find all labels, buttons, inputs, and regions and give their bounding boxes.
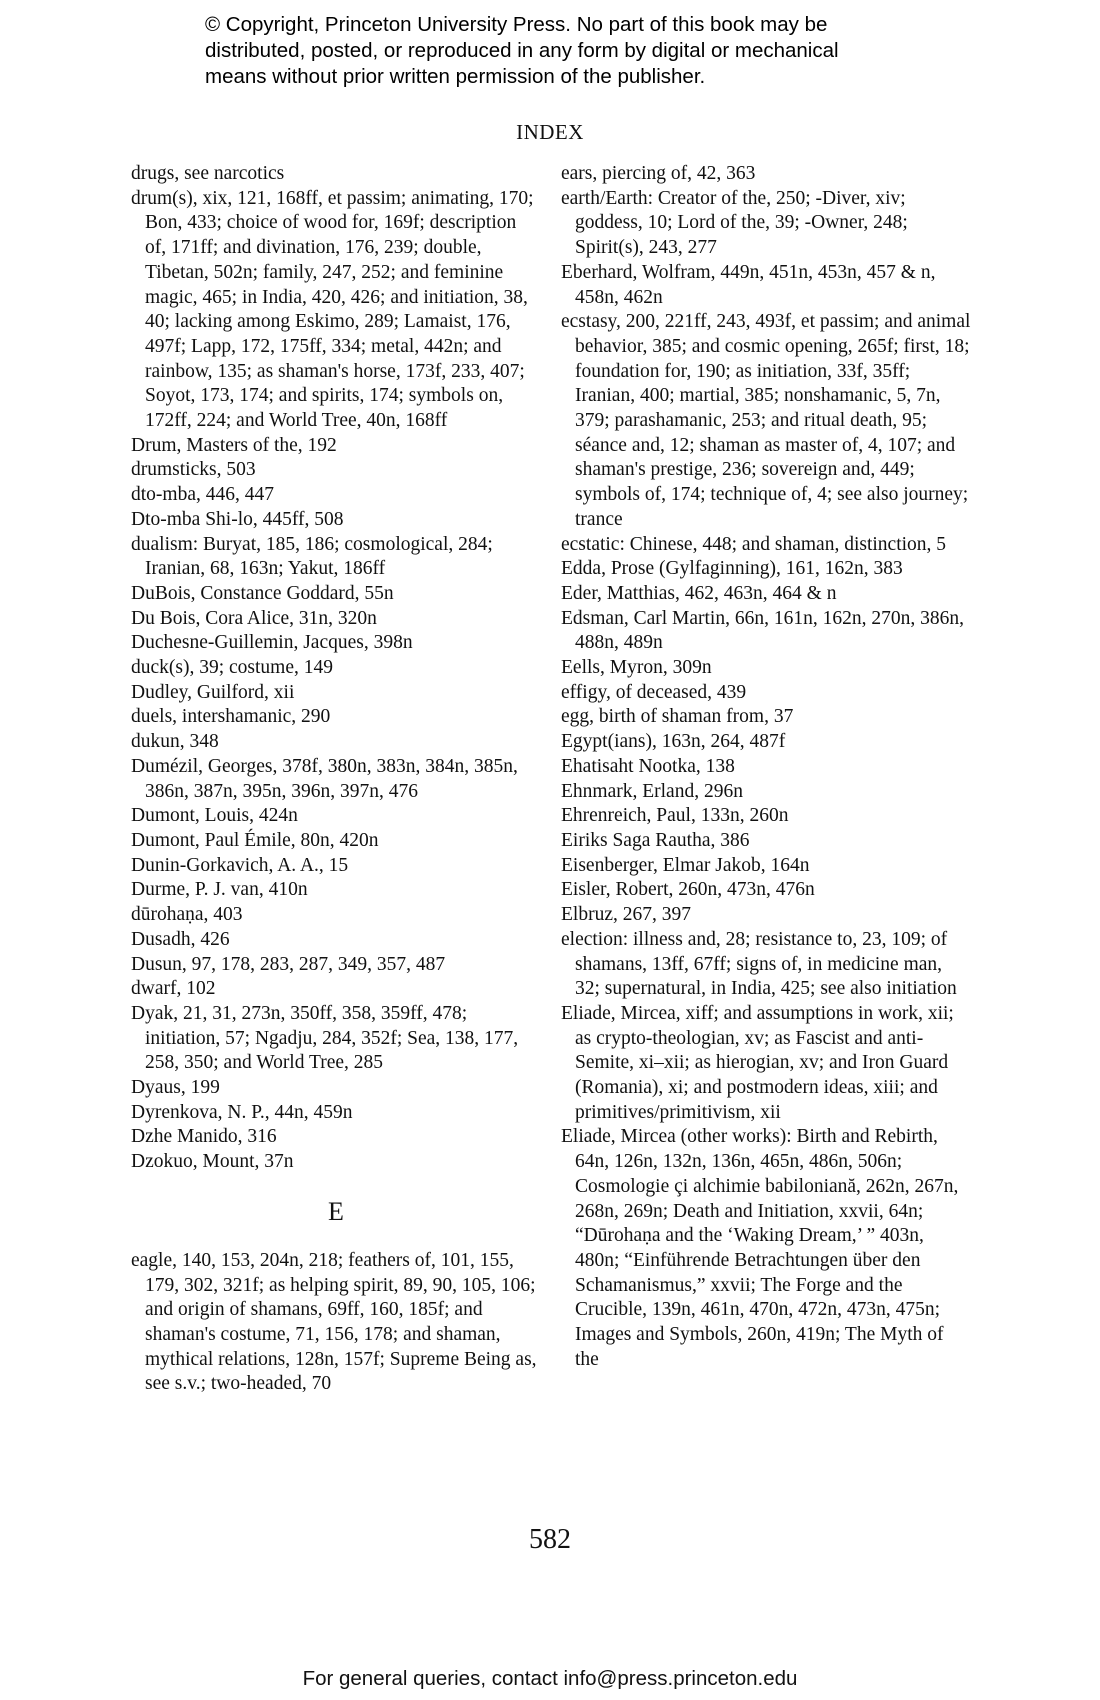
index-entry: Dusun, 97, 178, 283, 287, 349, 357, 487 bbox=[131, 953, 446, 975]
footer-contact: For general queries, contact info@press.princeton.edu bbox=[302, 1667, 798, 1690]
index-entry: Eder, Matthias, 462, 463n, 464 & n bbox=[561, 582, 837, 604]
index-entry: Egypt(ians), 163n, 264, 487f bbox=[561, 731, 786, 753]
index-entry: Eiriks Saga Rautha, 386 bbox=[561, 829, 750, 851]
index-entry: egg, birth of shaman from, 37 bbox=[561, 706, 794, 728]
index-entry: Ehnmark, Erland, 296n bbox=[561, 780, 743, 802]
copyright-notice bbox=[205, 12, 925, 90]
index-entry: duels, intershamanic, 290 bbox=[131, 706, 331, 728]
index-entry: Dumont, Paul Émile, 80n, 420n bbox=[131, 829, 379, 851]
index-entry: Du Bois, Cora Alice, 31n, 320n bbox=[131, 607, 377, 629]
index-entry: Edda, Prose (Gylfaginning), 161, 162n, 383 bbox=[561, 558, 903, 580]
index-entry: dualism: Buryat, 185, 186; cosmological, 284; Iranian, 68, 163n; Yakut, 186ff bbox=[131, 533, 493, 580]
index-entry: Dyak, 21, 31, 273n, 350ff, 358, 359ff, 478; initiation, 57; Ngadju, 284, 352f; Sea, 138, 177, 258, 350; and World Tree, 285 bbox=[131, 1002, 519, 1074]
index-entry: Eliade, Mircea (other works): Birth and Rebirth, 64n, 126n, 132n, 136n, 465n, 486n, 506n; Cosmologie çi alchimie babiloniană, 262n, 267n, 268n, 269n; Death and Initiation, xxvii, 64n; “Dūrohaṇa and the ‘Waking Dream,’ ” 403n, 480n; “Einführende Betrachtungen über den Schamanismus,” xxvii; The Forge and the Crucible, 139n, 461n, 470n, 472n, 473n, 475n; Images and Symbols, 260n, 419n; The Myth of the bbox=[561, 1126, 959, 1370]
index-entry: Eliade, Mircea, xiff; and assumptions in work, xii; as crypto-theologian, xv; as Fascist and anti-Semite, xi–xii; as hierogian, xv; and Iron Guard (Romania), xi; and postmodern ideas, xiii; and primitives/primitivism, xii bbox=[561, 1002, 954, 1123]
index-entry: drumsticks, 503 bbox=[131, 459, 256, 481]
index-entry: Elbruz, 267, 397 bbox=[561, 904, 691, 926]
index-entry: ecstatic: Chinese, 448; and shaman, distinction, 5 bbox=[561, 533, 947, 555]
index-entry: Dto-mba Shi-lo, 445ff, 508 bbox=[131, 508, 344, 530]
copyright-line: means without prior written permission of the publisher. bbox=[205, 65, 706, 88]
index-entry: Duchesne-Guillemin, Jacques, 398n bbox=[131, 632, 413, 654]
page-number: 582 bbox=[529, 1524, 571, 1555]
index-entry: dukun, 348 bbox=[131, 731, 219, 753]
index-entry: Dumont, Louis, 424n bbox=[131, 805, 298, 827]
index-entry: dto-mba, 446, 447 bbox=[131, 484, 274, 506]
section-letter-heading: E bbox=[328, 1196, 344, 1226]
running-head: INDEX bbox=[516, 120, 584, 144]
index-entry: drum(s), xix, 121, 168ff, et passim; animating, 170; Bon, 433; choice of wood for, 169f; description of, 171ff; and divination, 176, 239; double, Tibetan, 502n; family, 247, 252; and feminine magic, 465; in India, 420, 426; and initiation, 38, 40; lacking among Eskimo, 289; Lamaist, 176, 497f; Lapp, 172, 175ff, 334; metal, 442n; and rainbow, 135; as shaman's horse, 173f, 233, 407; Soyot, 173, 174; and spirits, 174; symbols on, 172ff, 224; and World Tree, 40n, 168ff bbox=[131, 187, 534, 432]
index-entry: ecstasy, 200, 221ff, 243, 493f, et passim; and animal behavior, 385; and cosmic opening, 265f; first, 18; foundation for, 190; as initiation, 33f, 35ff; Iranian, 400; martial, 385; nonshamanic, 5, 7n, 379; parashamanic, 253; and ritual death, 95; séance and, 12; shaman as master of, 4, 107; and shaman's prestige, 236; sovereign and, 449; symbols of, 174; technique of, 4; see also journey; trance bbox=[561, 311, 971, 530]
index-entry: Edsman, Carl Martin, 66n, 161n, 162n, 270n, 386n, 488n, 489n bbox=[561, 607, 964, 654]
copyright-line: © Copyright, Princeton University Press. No part of this book may be bbox=[205, 13, 828, 36]
index-entries-right bbox=[561, 162, 971, 1372]
index-entry: Dudley, Guilford, xii bbox=[131, 681, 295, 703]
index-entry: Dunin-Gorkavich, A. A., 15 bbox=[131, 854, 349, 876]
index-entry: Eells, Myron, 309n bbox=[561, 657, 712, 679]
index-entry: Dyrenkova, N. P., 44n, 459n bbox=[131, 1101, 353, 1123]
index-entry: earth/Earth: Creator of the, 250; -Diver, xiv; goddess, 10; Lord of the, 39; -Owner, 248; Spirit(s), 243, 277 bbox=[561, 187, 908, 259]
copyright-line: distributed, posted, or reproduced in any form by digital or mechanical bbox=[205, 39, 839, 62]
index-entry: Eisenberger, Elmar Jakob, 164n bbox=[561, 854, 810, 876]
index-entry: election: illness and, 28; resistance to, 23, 109; of shamans, 13ff, 67ff; signs of, in medicine man, 32; supernatural, in India, 425; see also initiation bbox=[561, 928, 957, 1000]
index-entry: Eisler, Robert, 260n, 473n, 476n bbox=[561, 879, 815, 901]
index-entry: Dyaus, 199 bbox=[131, 1077, 220, 1099]
index-entry: Dzokuo, Mount, 37n bbox=[131, 1151, 294, 1173]
index-entry: Dzhe Manido, 316 bbox=[131, 1126, 277, 1148]
index-column-left bbox=[131, 162, 541, 1397]
index-entries-e bbox=[131, 1249, 541, 1397]
index-entry: DuBois, Constance Goddard, 55n bbox=[131, 582, 394, 604]
index-entry: Dumézil, Georges, 378f, 380n, 383n, 384n, 385n, 386n, 387n, 395n, 396n, 397n, 476 bbox=[131, 755, 518, 802]
index-entry: Ehrenreich, Paul, 133n, 260n bbox=[561, 805, 789, 827]
index-entries-d bbox=[131, 162, 541, 1175]
index-entry: ears, piercing of, 42, 363 bbox=[561, 163, 756, 184]
index-entry: dūrohaṇa, 403 bbox=[131, 904, 243, 926]
index-column-right bbox=[561, 162, 971, 1372]
index-entry: Eberhard, Wolfram, 449n, 451n, 453n, 457 & n, 458n, 462n bbox=[561, 261, 936, 308]
index-entry: drugs, see narcotics bbox=[131, 163, 285, 184]
index-entry: Dusadh, 426 bbox=[131, 928, 230, 950]
index-entry: Durme, P. J. van, 410n bbox=[131, 879, 308, 901]
index-entry: dwarf, 102 bbox=[131, 978, 216, 1000]
index-entry: duck(s), 39; costume, 149 bbox=[131, 657, 334, 679]
index-entry: effigy, of deceased, 439 bbox=[561, 681, 747, 703]
index-entry: Drum, Masters of the, 192 bbox=[131, 434, 337, 456]
index-entry: eagle, 140, 153, 204n, 218; feathers of, 101, 155, 179, 302, 321f; as helping spirit, 89, 90, 105, 106; and origin of shamans, 69ff, 160, 185f; and shaman's costume, 71, 156, 178; and shaman, mythical relations, 128n, 157f; Supreme Being as, see s.v.; two-headed, 70 bbox=[131, 1249, 537, 1395]
index-entry: Ehatisaht Nootka, 138 bbox=[561, 755, 735, 777]
